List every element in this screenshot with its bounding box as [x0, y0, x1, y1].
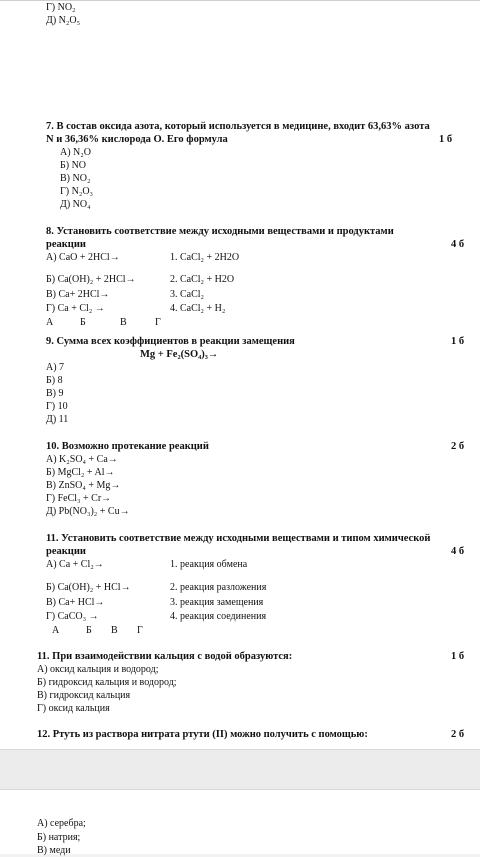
- q11a-answer-letter: В: [111, 625, 118, 636]
- q11a-answer-letter: А: [52, 625, 60, 636]
- q9-text-line1: 9. Сумма всех коэффициентов в реакции замещения: [46, 336, 295, 347]
- page-edge: [0, 0, 480, 1]
- q11a-reactant: А) Ca + Cl₂→: [46, 559, 104, 570]
- q7-option: А) N₂O: [60, 147, 91, 158]
- q8-reactant: А) CaO + 2HCl→: [46, 252, 120, 263]
- q11a-text-line2: реакции: [46, 546, 86, 557]
- q11b-option: В) гидроксид кальция: [37, 690, 131, 701]
- q8-points: 4 б: [451, 239, 465, 250]
- q9-option: В) 9: [46, 388, 64, 399]
- q11a-answer-letter: Б: [86, 625, 92, 636]
- q11a-reactant: Г) CaCO₃ →: [46, 611, 99, 622]
- q10-points: 2 б: [451, 441, 465, 452]
- q12-text-line1: 12. Ртуть из раствора нитрата ртути (II) можно получить с помощью:: [37, 729, 368, 740]
- q10-option: Д) Pb(NO₃)₂ + Cu→: [46, 506, 130, 517]
- q9-formula: Mg + Fe₂(SO₄)₃→: [140, 349, 219, 360]
- q8-reactant: Г) Ca + Cl₂ →: [46, 303, 105, 314]
- q12-option: В) меди: [37, 845, 71, 856]
- q11a-points: 4 б: [451, 546, 465, 557]
- q7-option: Б) NO: [60, 160, 87, 171]
- q7-option: Д) NO₄: [60, 199, 91, 210]
- q8-product: 4. CaCl₂ + H₂: [170, 303, 226, 314]
- q9-points: 1 б: [451, 336, 465, 347]
- q10-option: Г) FeCl₃ + Cr→: [46, 493, 112, 504]
- q11a-reaction-type: 4. реакция соединения: [170, 611, 267, 622]
- q11a-reaction-type: 1. реакция обмена: [170, 559, 248, 570]
- q10-text-line1: 10. Возможно протекание реакций: [46, 441, 209, 452]
- q10-option: В) ZnSO₄ + Mg→: [46, 480, 121, 491]
- q9-option: Г) 10: [46, 401, 68, 412]
- q10-option: Б) MgCl₂ + Al→: [46, 467, 115, 478]
- q7-text-line2: N и 36,36% кислорода О. Его формула: [46, 134, 228, 145]
- q7-option: В) NO₂: [60, 173, 91, 184]
- q11a-reactant: Б) Ca(OH)₂ + HCl→: [46, 582, 131, 593]
- q12-points: 2 б: [451, 729, 465, 740]
- q11b-points: 1 б: [451, 651, 465, 662]
- prev-option-d: Д) N₂O₅: [46, 15, 81, 26]
- q11a-reaction-type: 2. реакция разложения: [170, 582, 267, 593]
- q7-points: 1 б: [439, 134, 453, 145]
- q8-product: 1. CaCl₂ + 2H2O: [170, 252, 240, 263]
- q8-answer-letter: Б: [80, 317, 86, 328]
- q11a-answer-letter: Г: [137, 625, 143, 636]
- q11a-reaction-type: 3. реакция замещения: [170, 597, 264, 608]
- q9-option: Б) 8: [46, 375, 63, 386]
- q8-reactant: Б) Ca(OH)₂ + 2HCl→: [46, 274, 136, 285]
- prev-option-g: Г) NO₂: [46, 2, 76, 13]
- q12-option: Б) натрия;: [37, 832, 81, 843]
- document-page-2: [0, 790, 480, 854]
- page-gap: [0, 749, 480, 790]
- q7-option: Г) N₂O₃: [60, 186, 94, 197]
- q8-answer-letter: В: [120, 317, 127, 328]
- q12-option: А) серебра;: [37, 818, 86, 829]
- q8-product: 2. CaCl₂ + H2O: [170, 274, 235, 285]
- q11a-reactant: В) Ca+ HCl→: [46, 597, 105, 608]
- q7-text-line1: 7. В состав оксида азота, который используется в медицине, входит 63,63% азота: [46, 121, 430, 132]
- q8-text-line2: реакции: [46, 239, 86, 250]
- q8-answer-letter: Г: [155, 317, 161, 328]
- q8-reactant: В) Ca+ 2HCl→: [46, 289, 110, 300]
- q8-text-line1: 8. Установить соответствие между исходными веществами и продуктами: [46, 226, 394, 237]
- q10-option: А) K₂SO₄ + Ca→: [46, 454, 118, 465]
- q11b-option: Г) оксид кальция: [37, 703, 110, 714]
- q11b-text-line1: 11. При взаимодействии кальция с водой образуются:: [37, 651, 293, 662]
- q9-option: А) 7: [46, 362, 65, 373]
- q8-product: 3. CaCl₂: [170, 289, 205, 300]
- q8-answer-letter: А: [46, 317, 54, 328]
- q11b-option: Б) гидроксид кальция и водород;: [37, 677, 177, 688]
- q11a-text-line1: 11. Установить соответствие между исходными веществами и типом химической: [46, 533, 431, 544]
- q11b-option: А) оксид кальция и водород;: [37, 664, 159, 675]
- q9-option: Д) 11: [46, 414, 69, 425]
